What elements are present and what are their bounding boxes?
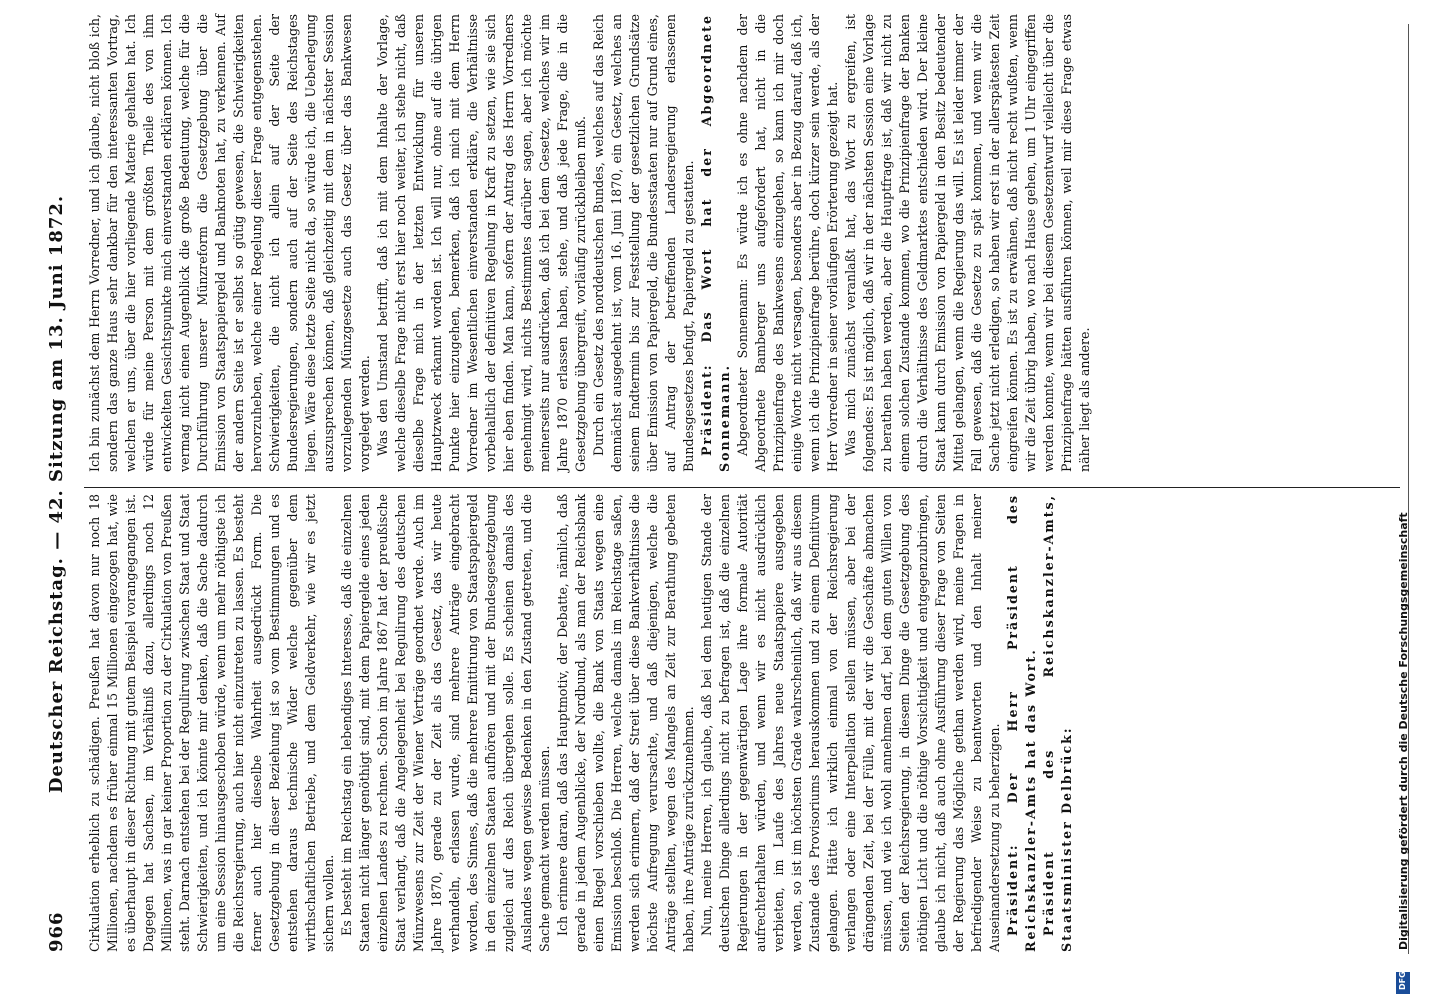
speaker-line: Präsident des Reichskanzler-Amts, Staatsminister Delbrück: (1041, 494, 1074, 952)
page-title: Deutscher Reichstag. — 42. Sitzung am 13. Juni 1872. (46, 194, 67, 794)
speaker-line: Präsident: Der Herr Präsident des Reichskanzler-Amts hat das Wort. (1005, 494, 1038, 952)
paragraph: Ich bin zunächst dem Herrn Vorredner, und ich glaube, nicht bloß ich, sondern das ganze Haus sehr dankbar für den interessanten Vortrag, welchen er uns, über die hier vorliegende Materie gehalten hat. Ich würde für meine Person mit dem größten Theile des von ihm entwickelten Gesichtspunkte mich einverstanden erklären können. Ich vermag nicht einen Augenblick die große Bedeutung, welche für die Durchführung unserer Münzreform die Gesetzgebung über die Emission von Staatspapiergeld und Banknoten hat, zu verkennen. Auf der andern Seite ist er selbst so gütig gewesen, die Schwierigkeiten hervorzuheben, welche einer Regelung dieser Frage entgegenstehen. Schwierigkeiten, die nicht ich allein auf der Seite der Bundesregierungen, sondern auch auf der Seite des Reichstages liegen. Wäre diese letzte Seite nicht da, so würde ich, die Ueberlegung auszusprechen können, daß gleichzeitig mit dem in nächster Session vorzulegenden Münzgesetze auch das Gesetz über das Bankwesen vorgelegt werden. (87, 14, 372, 472)
paragraph: Ich erinnere daran, daß das Hauptmotiv, der Debatte, nämlich, daß gerade in jedem Augenblicke, der Nordbund, als man der Reichsbank einen Riegel vorschieben wollte, die Bank von Staats wegen eine Emission beschloß. Die Herren, welche damals im Reichstage saßen, werden sich erinnern, daß der Streit über diese Bankverhältnisse die höchste Aufregung verursachte, und daß diejenigen, welche die Anträge stellten, wegen des Mangels an Zeit zur Berathung gebeten haben, ihre Anträge zurückzunehmen. (555, 494, 696, 952)
column-divider (84, 487, 1400, 488)
paragraph: Durch ein Gesetz des norddeutschen Bundes, welches auf das Reich demnächst ausgedehnt ist, vom 16. Juni 1870, ein Gesetz, welches an seinem Endtermin bis zur Feststellung der gesetzlichen Grundsätze über Emission von Papiergeld, die Bundesstaaten nur auf Grund eines, auf Antrag der betreffenden Landesregierung erlassenen Bundesgesetzes befugt, Papiergeld zu gestatten. (591, 14, 696, 472)
speaker-line: Präsident: Das Wort hat der Abgeordnete Sonnemann. (699, 14, 732, 472)
page-number: 966 (46, 911, 67, 952)
dfg-logo-text: DFG (1398, 971, 1407, 990)
paragraph: Cirkulation erheblich zu schädigen. Preußen hat davon nur noch 18 Millionen, nachdem es früher einmal 15 Millionen eingezogen hat, wie es überhaupt in dieser Richtung mit gutem Beispiel vorangegangen ist. Dagegen hat Sachsen, im Verhältniß dazu, allerdings noch 12 Millionen, was in gar keiner Proportion zu der Cirkulation von Preußen steht. Darnach entstehen bei der Regulirung zwischen Staat und Staat Schwierigkeiten, und ich könnte mir denken, daß die Sache dadurch um eine Session hinausgeschoben würde, wenn um mehr nöthigste ich die Reichsregierung, auch hier nicht einzutreten zu lassen. Es besteht ferner auch hier dieselbe Wahrheit ausgedrückt Form. Die Gesetzgebung in dieser Beziehung ist so vom Bestimmungen und es entstehen daraus technische Wider welche gegenüber dem wirthschaftlichen Betriebe, und dem Geldverkehr, wie wir es jetzt sichern wollen. (87, 494, 336, 952)
digitization-footer (1394, 0, 1432, 1000)
paragraph: Nun, meine Herren, ich glaube, daß bei dem heutigen Stande der deutschen Dinge allerdings nicht zu befragen ist, daß die einzelnen Regierungen in der gegenwärtigen Lage ihre formale Autorität aufrechterhalten würden, und wenn wir es nicht ausdrücklich verbieten, im Laufe des Jahres neue Staatspapiere ausgegeben werden, so ist im höchsten Grade wahrscheinlich, daß wir aus diesem Zustande des Provisoriums herauskommen und zu einem Definitivum gelangen. Hätte ich wirklich einmal von der Reichsregierung verlangen oder eine Interpellation stellen müssen, aber bei der drängenden Zeit, bei der Fülle, mit der wir die Geschäfte abmachen müssen, und wie ich wohl annehmen darf, bei dem guten Willen von Seiten der Reichsregierung, in diesem Dinge die Gesetzgebung des nöthigen Licht und die nöthige Vorsichtigkeit und entgegenzubringen, glaube ich nicht, daß auch ohne Ausführung dieser Frage von Seiten der Regierung das Mögliche gethan werden wird, meine Fragen in befriedigender Weise zu beantworten und den Inhalt meiner Auseinandersetzung zu beherzigen. (699, 494, 1002, 952)
paragraph: Was mich zunächst veranlaßt hat, das Wort zu ergreifen, ist folgendes: Es ist möglich, daß wir in der nächsten Session eine Vorlage zu berathen haben werden, aber die Hauptfrage ist, daß wir nicht zu einem solchen Zustande kommen, wo die Prinzipienfrage der Banken durch die Verhältnisse des Geldmarktes entschieden wird. Der kleine Staat kann durch Emission von Papiergeld in den Besitz bedeutender Mittel gelangen, wenn die Regierung das will. Es ist leider immer der Fall gewesen, daß die Gesetze zu spät kommen, und wenn wir die Sache jetzt nicht erledigen, so haben wir erst in der allerspätesten Zeit eingreifen können. Es ist zu erwähnen, daß nicht recht wußten, wenn wir die Zeit übrig haben, wo nach Hause gehen, um 1 Uhr eingegriffen werden konnte, wenn wir bei diesem Gesetzentwurf vielleicht über die Prinzipienfrage hätten ausführen können, weil mir diese Frage etwas näher liegt als andere. (843, 14, 1092, 472)
footer-text: Digitalisierung gefördert durch die Deutsche Forschungsgemeinschaft (1397, 512, 1410, 950)
right-column (86, 14, 1094, 472)
left-column (86, 494, 1076, 952)
newspaper-page (38, 0, 1420, 1000)
paragraph: Abgeordneter Sonnemann: Es würde ich es ohne nachdem der Abgeordnete Bamberger uns aufgefordert hat, nicht in die Prinzipienfrage des Bankwesens einzugehen, so kann ich mir doch einige Worte nicht versagen, besonders aber in Bezug darauf, daß ich, wenn ich die Prinzipienfrage berühre, doch kürzer sein werde, als der Herr Vorredner in seiner vorläufigen Erörterung gezeigt hat. (735, 14, 840, 472)
paragraph: Es besteht im Reichstag ein lebendiges Interesse, daß die einzelnen Staaten nicht länger genöthigt sind, mit dem Papiergelde eines jeden einzelnen Landes zu rechnen. Schon im Jahre 1867 hat der preußische Staat verlangt, daß die Angelegenheit bei Regulirung des deutschen Münzwesens zur Zeit der Wiener Verträge geordnet werde. Auch im Jahre 1870, gerade zu der Zeit als das Gesetz, das wir heute verhandeln, erlassen wurde, sind mehrere Anträge eingebracht worden, des Sinnes, daß die mehrere Emittirung von Staatspapiergeld in den einzelnen Staaten aufhören und mit der Bundesgesetzgebung zugleich auf das Reich übergehen solle. Es scheinen damals des Auslandes wegen gewisse Bedenken in den Zustand getreten, und die Sache gemacht werden müssen. (339, 494, 552, 952)
page-header (46, 36, 80, 952)
paragraph: Was den Umstand betrifft, daß ich mit dem Inhalte der Vorlage, welche dieselbe Frage nicht erst hier noch weiter, ich stehe nicht, daß dieselbe Frage mich in der letzten Entwicklung für unseren Hauptzweck erkannt worden ist. Ich will nur, ohne auf die übrigen Punkte hier einzugehen, bemerken, daß ich mich mit dem Herrn Vorredner im Wesentlichen einverstanden erkläre, die Verhältnisse vorbehaltlich der definitiven Regelung in Kraft zu setzen, wie sie sich hier eben finden. Man kann, sofern der Antrag des Herrn Vorredners genehmigt wird, nichts Bestimmtes darüber sagen, aber ich möchte meinerseits nur ausdrücken, daß ich bei dem Gesetze, welches wir im Jahre 1870 erlassen haben, stehe, und daß jede Frage, die in die Gesetzgebung übergreift, vorläufig zurückbleiben muß. (375, 14, 588, 472)
